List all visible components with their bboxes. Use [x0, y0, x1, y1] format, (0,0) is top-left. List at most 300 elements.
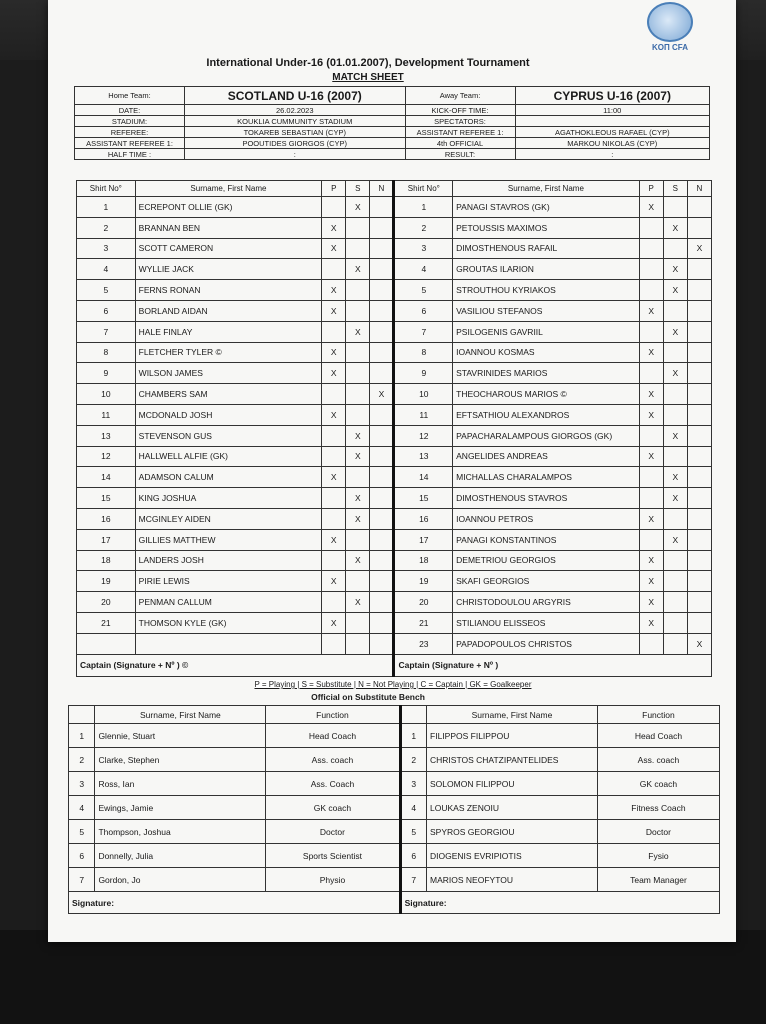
away-playing-mark: [639, 425, 663, 446]
home-shirt-number: 12: [77, 446, 136, 467]
home-staff-name: Ross, Ian: [95, 772, 266, 796]
away-player-name: EFTSATHIOU ALEXANDROS: [453, 404, 640, 425]
away-shirt-number: 20: [394, 592, 453, 613]
spectators-label: SPECTATORS:: [405, 116, 515, 127]
player-row: [77, 550, 712, 571]
away-staff-name: CHRISTOS CHATZIPANTELIDES: [427, 748, 598, 772]
player-row: [77, 633, 712, 654]
home-playing-mark: [322, 488, 346, 509]
away-substitute-mark: X: [663, 217, 687, 238]
home-not-playing-mark: [370, 300, 394, 321]
player-row: [77, 384, 712, 405]
staff-row: [69, 844, 720, 868]
home-not-playing-mark: [370, 197, 394, 218]
player-row: [77, 259, 712, 280]
legend: [218, 680, 568, 689]
ar1b-label: ASSISTANT REFEREE 1:: [75, 138, 185, 149]
away-shirt-number: 5: [394, 280, 453, 301]
home-player-name: WILSON JAMES: [135, 363, 322, 384]
home-staff-number: 5: [69, 820, 95, 844]
away-shirt-number: 11: [394, 404, 453, 425]
home-staff-number: 2: [69, 748, 95, 772]
away-not-playing-mark: [687, 384, 711, 405]
home-not-playing-mark: [370, 446, 394, 467]
fourth-official-value: MARKOU NIKOLAS (CYP): [515, 138, 709, 149]
home-staff-number: 6: [69, 844, 95, 868]
player-row: [77, 363, 712, 384]
away-substitute-mark: [663, 592, 687, 613]
away-player-name: STAVRINIDES MARIOS: [453, 363, 640, 384]
ar1b-value: POOUTIDES GIORGOS (CYP): [185, 138, 406, 149]
away-shirt-number: 15: [394, 488, 453, 509]
away-playing-mark: X: [639, 342, 663, 363]
away-substitute-mark: X: [663, 363, 687, 384]
away-not-playing-mark: [687, 425, 711, 446]
away-player-name: THEOCHAROUS MARIOS ©: [453, 384, 640, 405]
away-player-name: PSILOGENIS GAVRIIL: [453, 321, 640, 342]
home-playing-mark: [322, 633, 346, 654]
home-signature: Signature:: [69, 892, 401, 914]
away-name-header: Surname, First Name: [453, 181, 640, 197]
home-staff-name: Ewings, Jamie: [95, 796, 266, 820]
away-substitute-mark: [663, 550, 687, 571]
away-playing-mark: X: [639, 592, 663, 613]
home-shirt-number: 3: [77, 238, 136, 259]
away-shirt-header: Shirt No°: [394, 181, 453, 197]
away-staff-no-header: [400, 706, 426, 724]
away-not-playing-mark: X: [687, 238, 711, 259]
away-substitute-mark: [663, 384, 687, 405]
home-shirt-number: 9: [77, 363, 136, 384]
home-shirt-number: 16: [77, 508, 136, 529]
away-not-playing-mark: [687, 446, 711, 467]
player-row: [77, 529, 712, 550]
player-row: [77, 446, 712, 467]
away-not-playing-mark: [687, 342, 711, 363]
away-not-playing-mark: [687, 550, 711, 571]
away-s-header: S: [663, 181, 687, 197]
home-player-name: SCOTT CAMERON: [135, 238, 322, 259]
player-row: [77, 217, 712, 238]
away-shirt-number: 6: [394, 300, 453, 321]
home-not-playing-mark: [370, 404, 394, 425]
player-row: [77, 571, 712, 592]
home-playing-mark: X: [322, 467, 346, 488]
staff-table: [68, 705, 720, 914]
home-substitute-mark: X: [346, 508, 370, 529]
away-staff-function: Ass. coach: [597, 748, 719, 772]
date-value: 26.02.2023: [185, 105, 406, 116]
away-player-name: DIMOSTHENOUS STAVROS: [453, 488, 640, 509]
home-playing-mark: [322, 197, 346, 218]
away-playing-mark: X: [639, 446, 663, 467]
home-staff-number: 7: [69, 868, 95, 892]
fourth-official-label: 4th OFFICIAL: [405, 138, 515, 149]
player-row: [77, 280, 712, 301]
away-staff-number: 3: [400, 772, 426, 796]
player-row: [77, 508, 712, 529]
captain-home: Captain (Signature + Nº ) ©: [77, 654, 394, 676]
document-title: International Under-16 (01.01.2007), Development Tournament: [206, 57, 530, 69]
ar1-label: ASSISTANT REFEREE 1:: [405, 127, 515, 138]
player-row: [77, 300, 712, 321]
away-not-playing-mark: [687, 612, 711, 633]
away-playing-mark: [639, 529, 663, 550]
home-not-playing-mark: [370, 259, 394, 280]
home-substitute-mark: [346, 217, 370, 238]
home-shirt-number: 2: [77, 217, 136, 238]
away-player-name: STROUTHOU KYRIAKOS: [453, 280, 640, 301]
home-playing-mark: X: [322, 612, 346, 633]
away-substitute-mark: X: [663, 280, 687, 301]
home-staff-function: Ass. coach: [266, 748, 400, 772]
away-shirt-number: 4: [394, 259, 453, 280]
away-player-name: STILIANOU ELISSEOS: [453, 612, 640, 633]
away-playing-mark: [639, 217, 663, 238]
away-staff-function: Doctor: [597, 820, 719, 844]
home-player-name: LANDERS JOSH: [135, 550, 322, 571]
players-body: [77, 197, 712, 655]
away-player-name: SKAFI GEORGIOS: [453, 571, 640, 592]
home-substitute-mark: [346, 467, 370, 488]
away-team: CYPRUS U-16 (2007): [515, 87, 709, 105]
away-substitute-mark: [663, 342, 687, 363]
home-team: SCOTLAND U-16 (2007): [185, 87, 406, 105]
home-not-playing-mark: [370, 280, 394, 301]
home-player-name: THOMSON KYLE (GK): [135, 612, 322, 633]
away-substitute-mark: [663, 300, 687, 321]
home-p-header: P: [322, 181, 346, 197]
home-playing-mark: [322, 508, 346, 529]
away-playing-mark: X: [639, 508, 663, 529]
home-substitute-mark: X: [346, 592, 370, 613]
home-player-name: [135, 633, 322, 654]
away-playing-mark: [639, 633, 663, 654]
background-bottom: [0, 930, 766, 1024]
away-n-header: N: [687, 181, 711, 197]
home-player-name: PENMAN CALLUM: [135, 592, 322, 613]
home-not-playing-mark: [370, 529, 394, 550]
away-playing-mark: [639, 488, 663, 509]
home-shirt-number: 6: [77, 300, 136, 321]
away-substitute-mark: [663, 612, 687, 633]
home-player-name: BRANNAN BEN: [135, 217, 322, 238]
away-player-name: PAPACHARALAMPOUS GIORGOS (GK): [453, 425, 640, 446]
home-player-name: HALLWELL ALFIE (GK): [135, 446, 322, 467]
away-not-playing-mark: [687, 488, 711, 509]
home-not-playing-mark: [370, 571, 394, 592]
away-not-playing-mark: [687, 571, 711, 592]
home-shirt-number: 15: [77, 488, 136, 509]
away-p-header: P: [639, 181, 663, 197]
away-not-playing-mark: [687, 404, 711, 425]
away-shirt-number: 16: [394, 508, 453, 529]
home-substitute-mark: [346, 612, 370, 633]
home-substitute-mark: [346, 342, 370, 363]
away-staff-number: 2: [400, 748, 426, 772]
away-player-name: PANAGI STAVROS (GK): [453, 197, 640, 218]
away-shirt-number: 9: [394, 363, 453, 384]
away-shirt-number: 21: [394, 612, 453, 633]
away-shirt-number: 23: [394, 633, 453, 654]
staff-header-row: [69, 706, 720, 724]
player-row: [77, 592, 712, 613]
home-player-name: BORLAND AIDAN: [135, 300, 322, 321]
home-shirt-number: 7: [77, 321, 136, 342]
home-substitute-mark: [346, 404, 370, 425]
home-substitute-mark: [346, 571, 370, 592]
staff-row: [69, 724, 720, 748]
away-playing-mark: [639, 238, 663, 259]
staff-body: [69, 724, 720, 892]
away-substitute-mark: X: [663, 467, 687, 488]
halftime-value: :: [185, 149, 406, 160]
away-staff-number: 4: [400, 796, 426, 820]
home-substitute-mark: X: [346, 321, 370, 342]
home-playing-mark: X: [322, 300, 346, 321]
ar1-value: AGATHOKLEOUS RAFAEL (CYP): [515, 127, 709, 138]
home-s-header: S: [346, 181, 370, 197]
away-not-playing-mark: [687, 259, 711, 280]
home-playing-mark: X: [322, 280, 346, 301]
away-shirt-number: 7: [394, 321, 453, 342]
player-row: [77, 321, 712, 342]
away-player-name: VASILIOU STEFANOS: [453, 300, 640, 321]
home-player-name: FERNS RONAN: [135, 280, 322, 301]
cfa-emblem-icon: [647, 2, 693, 42]
away-not-playing-mark: [687, 300, 711, 321]
away-player-name: PETOUSSIS MAXIMOS: [453, 217, 640, 238]
away-shirt-number: 19: [394, 571, 453, 592]
home-playing-mark: X: [322, 571, 346, 592]
home-player-name: MCGINLEY AIDEN: [135, 508, 322, 529]
away-shirt-number: 3: [394, 238, 453, 259]
away-player-name: CHRISTODOULOU ARGYRIS: [453, 592, 640, 613]
player-row: [77, 238, 712, 259]
home-playing-mark: X: [322, 217, 346, 238]
away-team-label: Away Team:: [405, 87, 515, 105]
home-substitute-mark: X: [346, 488, 370, 509]
away-playing-mark: X: [639, 404, 663, 425]
away-not-playing-mark: X: [687, 633, 711, 654]
home-player-name: KING JOSHUA: [135, 488, 322, 509]
home-shirt-number: 10: [77, 384, 136, 405]
player-row: [77, 488, 712, 509]
cfa-logo: [644, 2, 696, 52]
away-substitute-mark: X: [663, 529, 687, 550]
home-substitute-mark: X: [346, 446, 370, 467]
away-staff-number: 6: [400, 844, 426, 868]
home-player-name: FLETCHER TYLER ©: [135, 342, 322, 363]
home-team-label: Home Team:: [75, 87, 185, 105]
player-row: [77, 425, 712, 446]
home-substitute-mark: X: [346, 259, 370, 280]
away-playing-mark: [639, 280, 663, 301]
away-playing-mark: X: [639, 197, 663, 218]
home-shirt-number: 21: [77, 612, 136, 633]
captain-row: [77, 654, 712, 676]
away-substitute-mark: [663, 633, 687, 654]
away-substitute-mark: [663, 508, 687, 529]
bench-title: Official on Substitute Bench: [311, 692, 425, 702]
home-shirt-number: 5: [77, 280, 136, 301]
player-row: [77, 197, 712, 218]
away-playing-mark: X: [639, 612, 663, 633]
staff-row: [69, 772, 720, 796]
home-staff-function: Physio: [266, 868, 400, 892]
home-staff-function: Head Coach: [266, 724, 400, 748]
staff-row: [69, 748, 720, 772]
away-not-playing-mark: [687, 280, 711, 301]
away-shirt-number: 2: [394, 217, 453, 238]
away-not-playing-mark: [687, 217, 711, 238]
referee-label: REFEREE:: [75, 127, 185, 138]
away-substitute-mark: X: [663, 259, 687, 280]
home-not-playing-mark: [370, 342, 394, 363]
home-playing-mark: [322, 446, 346, 467]
home-staff-name: Clarke, Stephen: [95, 748, 266, 772]
home-not-playing-mark: [370, 488, 394, 509]
home-player-name: ADAMSON CALUM: [135, 467, 322, 488]
away-staff-number: 7: [400, 868, 426, 892]
home-staff-function-header: Function: [266, 706, 400, 724]
home-staff-function: GK coach: [266, 796, 400, 820]
home-shirt-number: 14: [77, 467, 136, 488]
stadium-label: STADIUM:: [75, 116, 185, 127]
away-not-playing-mark: [687, 197, 711, 218]
away-staff-name: DIOGENIS EVRIPIOTIS: [427, 844, 598, 868]
away-shirt-number: 1: [394, 197, 453, 218]
away-staff-name: SOLOMON FILIPPOU: [427, 772, 598, 796]
away-shirt-number: 8: [394, 342, 453, 363]
away-player-name: PANAGI KONSTANTINOS: [453, 529, 640, 550]
away-signature: Signature:: [400, 892, 719, 914]
home-not-playing-mark: [370, 217, 394, 238]
home-playing-mark: X: [322, 238, 346, 259]
home-substitute-mark: [346, 300, 370, 321]
away-staff-function: Team Manager: [597, 868, 719, 892]
kickoff-label: KICK-OFF TIME:: [405, 105, 515, 116]
away-shirt-number: 12: [394, 425, 453, 446]
home-player-name: STEVENSON GUS: [135, 425, 322, 446]
away-substitute-mark: [663, 238, 687, 259]
match-info-table: [74, 86, 710, 160]
home-staff-number: 1: [69, 724, 95, 748]
home-staff-function: Doctor: [266, 820, 400, 844]
home-playing-mark: [322, 425, 346, 446]
home-player-name: WYLLIE JACK: [135, 259, 322, 280]
away-shirt-number: 10: [394, 384, 453, 405]
away-player-name: IOANNOU PETROS: [453, 508, 640, 529]
away-staff-function: Head Coach: [597, 724, 719, 748]
away-not-playing-mark: [687, 508, 711, 529]
spectators-value: [515, 116, 709, 127]
result-label: RESULT:: [405, 149, 515, 160]
away-shirt-number: 17: [394, 529, 453, 550]
home-not-playing-mark: [370, 612, 394, 633]
away-not-playing-mark: [687, 467, 711, 488]
home-staff-name: Donnelly, Julia: [95, 844, 266, 868]
away-not-playing-mark: [687, 363, 711, 384]
away-playing-mark: X: [639, 550, 663, 571]
away-staff-name: MARIOS NEOFYTOU: [427, 868, 598, 892]
halftime-label: HALF TIME :: [75, 149, 185, 160]
away-not-playing-mark: [687, 529, 711, 550]
away-player-name: DIMOSTHENOUS RAFAIL: [453, 238, 640, 259]
away-not-playing-mark: [687, 321, 711, 342]
home-not-playing-mark: [370, 633, 394, 654]
home-substitute-mark: [346, 238, 370, 259]
away-substitute-mark: [663, 404, 687, 425]
home-staff-function: Ass. Coach: [266, 772, 400, 796]
away-playing-mark: [639, 259, 663, 280]
home-playing-mark: [322, 259, 346, 280]
captain-away: Captain (Signature + Nº ): [394, 654, 712, 676]
home-not-playing-mark: [370, 321, 394, 342]
away-player-name: MICHALLAS CHARALAMPOS: [453, 467, 640, 488]
referee-value: TOKAREB SEBASTIAN (CYP): [185, 127, 406, 138]
home-not-playing-mark: [370, 467, 394, 488]
home-shirt-number: 11: [77, 404, 136, 425]
home-playing-mark: X: [322, 342, 346, 363]
home-player-name: CHAMBERS SAM: [135, 384, 322, 405]
home-playing-mark: X: [322, 363, 346, 384]
home-not-playing-mark: [370, 425, 394, 446]
home-playing-mark: X: [322, 404, 346, 425]
player-row: [77, 612, 712, 633]
home-staff-no-header: [69, 706, 95, 724]
home-staff-name: Glennie, Stuart: [95, 724, 266, 748]
staff-row: [69, 796, 720, 820]
away-playing-mark: [639, 467, 663, 488]
document-subtitle: MATCH SHEET: [332, 72, 404, 83]
home-shirt-number: 4: [77, 259, 136, 280]
home-playing-mark: [322, 592, 346, 613]
home-playing-mark: X: [322, 529, 346, 550]
home-name-header: Surname, First Name: [135, 181, 322, 197]
away-playing-mark: X: [639, 571, 663, 592]
away-shirt-number: 18: [394, 550, 453, 571]
home-shirt-number: 1: [77, 197, 136, 218]
away-substitute-mark: X: [663, 425, 687, 446]
home-not-playing-mark: [370, 550, 394, 571]
home-staff-number: 4: [69, 796, 95, 820]
home-not-playing-mark: [370, 238, 394, 259]
away-player-name: DEMETRIOU GEORGIOS: [453, 550, 640, 571]
home-shirt-number: 8: [77, 342, 136, 363]
home-playing-mark: [322, 384, 346, 405]
away-staff-number: 5: [400, 820, 426, 844]
home-n-header: N: [370, 181, 394, 197]
home-shirt-header: Shirt No°: [77, 181, 136, 197]
home-substitute-mark: X: [346, 550, 370, 571]
home-shirt-number: 20: [77, 592, 136, 613]
home-player-name: ECREPONT OLLIE (GK): [135, 197, 322, 218]
away-staff-name-header: Surname, First Name: [427, 706, 598, 724]
home-not-playing-mark: [370, 508, 394, 529]
home-not-playing-mark: X: [370, 384, 394, 405]
home-player-name: PIRIE LEWIS: [135, 571, 322, 592]
away-player-name: IOANNOU KOSMAS: [453, 342, 640, 363]
away-playing-mark: X: [639, 300, 663, 321]
home-substitute-mark: [346, 529, 370, 550]
away-staff-function: Fysio: [597, 844, 719, 868]
away-substitute-mark: [663, 197, 687, 218]
player-row: [77, 404, 712, 425]
away-staff-name: LOUKAS ZENOIU: [427, 796, 598, 820]
away-substitute-mark: [663, 571, 687, 592]
away-staff-name: SPYROS GEORGIOU: [427, 820, 598, 844]
